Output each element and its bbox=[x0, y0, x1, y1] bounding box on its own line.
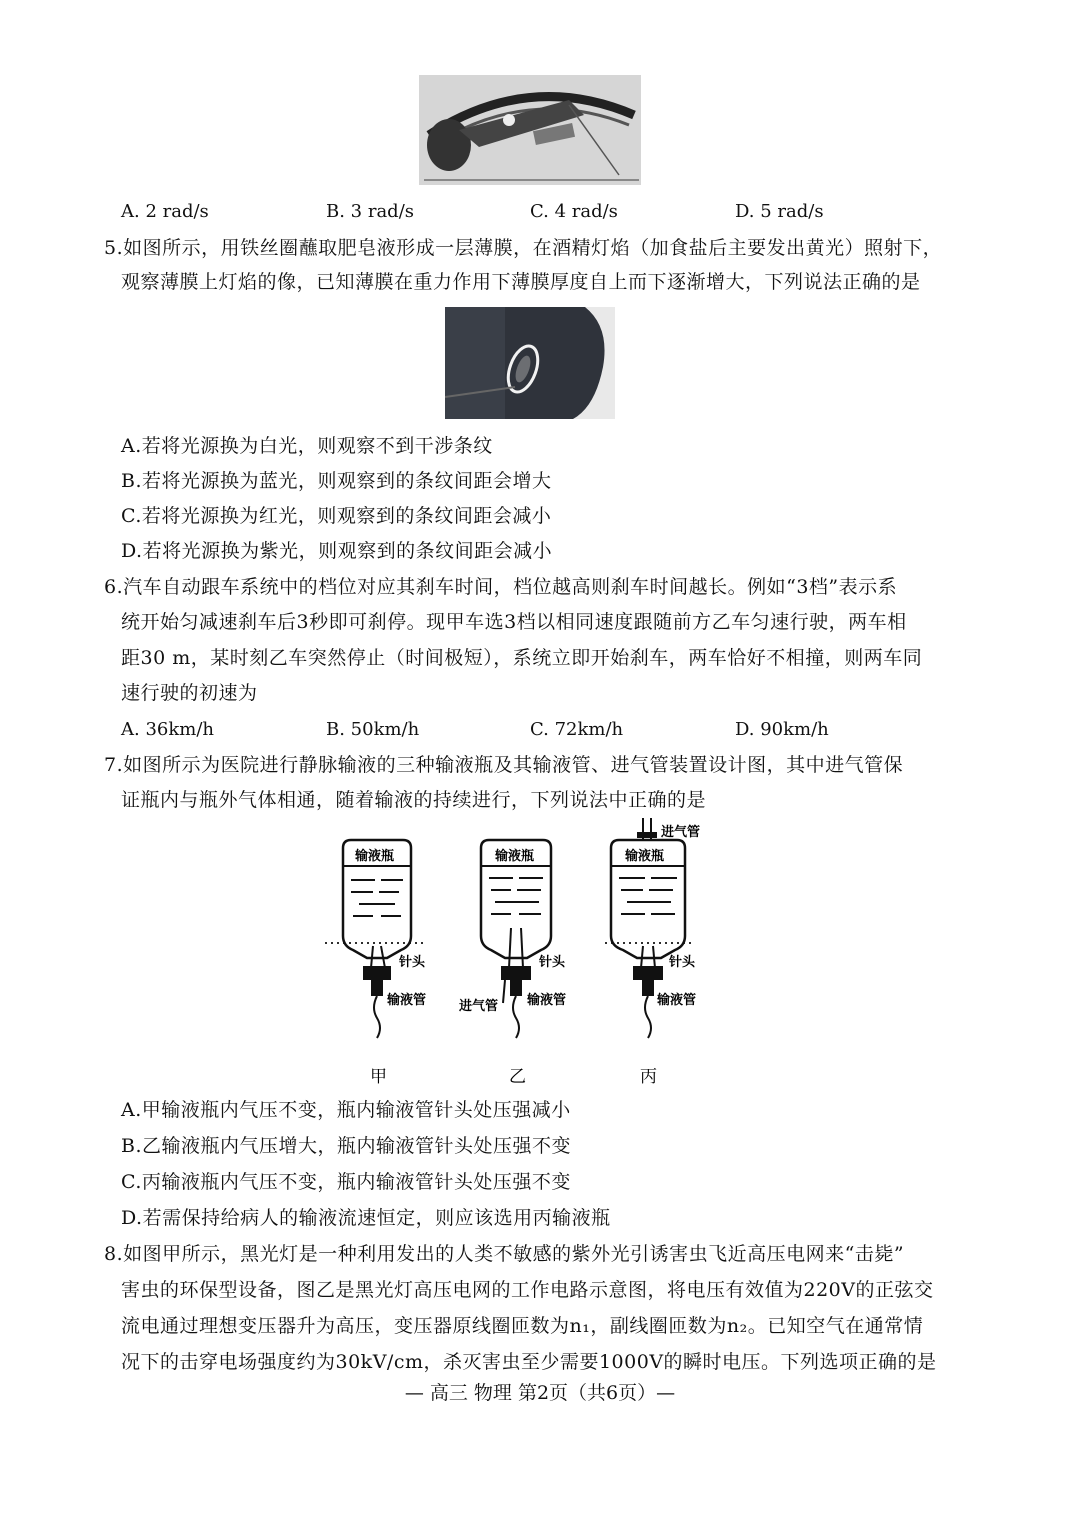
q7-option-a: A.甲输液瓶内气压不变，瓶内输液管针头处压强减小 bbox=[121, 1099, 571, 1121]
needle-label-yi: 针头 bbox=[539, 955, 566, 970]
bottle-jia bbox=[325, 840, 426, 1038]
caption-yi: 乙 bbox=[509, 1067, 526, 1087]
page-footer: — 高三 物理 第2页（共6页）— bbox=[404, 1382, 676, 1404]
q8-stem-line-4: 况下的击穿电场强度约为30kV/cm，杀灭害虫至少需要1000V的瞬时电压。下列选项正确的是 bbox=[121, 1351, 937, 1373]
q6-stem-line-2: 统开始匀减速刹车后3秒即可刹停。现甲车选3档以相同速度跟随前方乙车匀速行驶，两车相 bbox=[121, 611, 907, 633]
q6-stem-line-3: 距30 m，某时刻乙车突然停止（时间极短），系统立即开始刹车，两车恰好不相撞，则两车同 bbox=[121, 647, 923, 669]
caption-jia: 甲 bbox=[370, 1067, 387, 1087]
q4-option-c: C. 4 rad/s bbox=[530, 201, 618, 222]
q4-option-b: B. 3 rad/s bbox=[326, 201, 415, 222]
q7-stem-line-1: 7.如图所示为医院进行静脉输液的三种输液瓶及其输液管、进气管装置设计图，其中进气管保 bbox=[104, 754, 904, 776]
q5-option-a: A.若将光源换为白光，则观察不到干涉条纹 bbox=[121, 435, 493, 457]
soap-film-photo bbox=[445, 307, 615, 419]
q7-option-b: B.乙输液瓶内气压增大，瓶内输液管针头处压强不变 bbox=[121, 1135, 572, 1157]
q8-stem-line-2: 害虫的环保型设备，图乙是黑光灯高压电网的工作电路示意图，将电压有效值为220V的正弦交 bbox=[121, 1279, 934, 1301]
q6-option-b: B. 50km/h bbox=[326, 719, 420, 740]
bottle-label-bing: 输液瓶 bbox=[625, 849, 665, 864]
infusion-bottles-diagram bbox=[315, 818, 735, 1088]
q6-stem-line-1: 6.汽车自动跟车系统中的档位对应其刹车时间，档位越高则刹车时间越长。例如“3档”表示系 bbox=[104, 576, 898, 598]
q5-stem-line-1: 5.如图所示，用铁丝圈蘸取肥皂液形成一层薄膜，在酒精灯焰（加食盐后主要发出黄光）照射下， bbox=[104, 237, 943, 259]
air-tube-label-bing: 进气管 bbox=[661, 825, 701, 840]
q5-stem-line-2: 观察薄膜上灯焰的像，已知薄膜在重力作用下薄膜厚度自上而下逐渐增大，下列说法正确的是 bbox=[121, 271, 921, 293]
air-tube-label-yi: 进气管 bbox=[459, 999, 499, 1014]
tube-label-yi: 输液管 bbox=[527, 993, 567, 1008]
q5-option-c: C.若将光源换为红光，则观察到的条纹间距会减小 bbox=[121, 505, 552, 527]
bottle-yi bbox=[459, 840, 566, 1038]
q7-option-c: C.丙输液瓶内气压不变，瓶内输液管针头处压强不变 bbox=[121, 1171, 571, 1193]
caption-bing: 丙 bbox=[640, 1067, 657, 1087]
needle-label-jia: 针头 bbox=[399, 955, 426, 970]
q5-option-b: B.若将光源换为蓝光，则观察到的条纹间距会增大 bbox=[121, 470, 552, 492]
q6-option-a: A. 36km/h bbox=[121, 719, 214, 740]
q4-option-d: D. 5 rad/s bbox=[735, 201, 824, 222]
q5-option-d: D.若将光源换为紫光，则观察到的条纹间距会减小 bbox=[121, 540, 553, 562]
q7-stem-line-2: 证瓶内与瓶外气体相通，随着输液的持续进行，下列说法中正确的是 bbox=[121, 789, 707, 811]
q8-stem-line-1: 8.如图甲所示，黑光灯是一种利用发出的人类不敏感的紫外光引诱害虫飞近高压电网来“击毙” bbox=[104, 1243, 905, 1265]
q7-option-d: D.若需保持给病人的输液流速恒定，则应该选用丙输液瓶 bbox=[121, 1207, 611, 1229]
bottle-label-yi: 输液瓶 bbox=[495, 849, 535, 864]
turntable-photo bbox=[419, 75, 641, 185]
needle-label-bing: 针头 bbox=[669, 955, 696, 970]
q4-option-a: A. 2 rad/s bbox=[121, 201, 209, 222]
tube-label-jia: 输液管 bbox=[387, 993, 427, 1008]
bottle-bing bbox=[605, 818, 700, 1038]
q6-stem-line-4: 速行驶的初速为 bbox=[121, 682, 258, 704]
tube-label-bing: 输液管 bbox=[657, 993, 697, 1008]
q6-option-d: D. 90km/h bbox=[735, 719, 829, 740]
q6-option-c: C. 72km/h bbox=[530, 719, 624, 740]
q8-stem-line-3: 流电通过理想变压器升为高压，变压器原线圈匝数为n₁，副线圈匝数为n₂。已知空气在通常情 bbox=[121, 1315, 924, 1337]
bottle-label-jia: 输液瓶 bbox=[355, 849, 395, 864]
